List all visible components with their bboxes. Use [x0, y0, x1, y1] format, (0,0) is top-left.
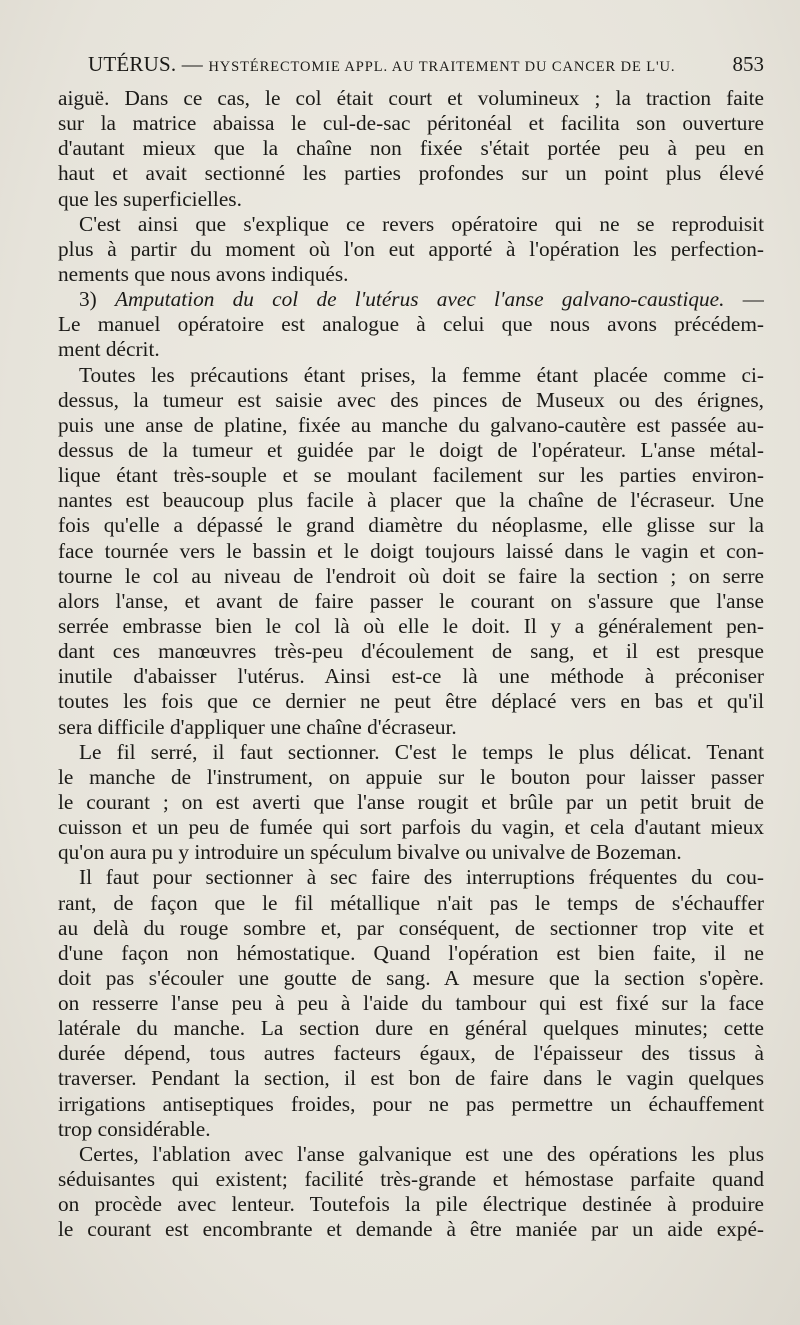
- text-line: cuisson et un peu de fumée qui sort parfois du vagin, et cela d'autant mieux: [58, 815, 764, 840]
- section-heading: [58, 287, 764, 312]
- text-line: que les superficielles.: [58, 186, 242, 211]
- section-number: 3): [79, 287, 115, 312]
- text-line: haut et avait sectionné les parties profondes sur un point plus élevé: [58, 161, 764, 186]
- text-line: qu'on aura pu y introduire un spéculum bivalve ou univalve de Bozeman.: [58, 840, 682, 865]
- text-line: doit pas s'écouler une goutte de sang. A mesure que la section s'opère.: [58, 965, 764, 990]
- text-line: on procède avec lenteur. Toutefois la pile électrique destinée à produire: [58, 1192, 764, 1217]
- text-line: plus à partir du moment où l'on eut apporté à l'opération les perfection-: [58, 236, 764, 261]
- running-head-main: UTÉRUS. —: [88, 52, 209, 76]
- text-line: traverser. Pendant la section, il est bon de faire dans le vagin quelques: [58, 1066, 764, 1091]
- text-line: puis une anse de platine, fixée au manche du galvano-cautère est passée au-: [58, 412, 764, 437]
- text-line: sera difficile d'appliquer une chaîne d'écraseur.: [58, 714, 457, 739]
- text-line: Toutes les précautions étant prises, la femme étant placée comme ci-: [79, 362, 764, 387]
- text-line: latérale du manche. La section dure en général quelques minutes; cette: [58, 1016, 764, 1041]
- text-line: Certes, l'ablation avec l'anse galvanique est une des opérations les plus: [79, 1141, 764, 1166]
- text-line: alors l'anse, et avant de faire passer le courant on s'assure que l'anse: [58, 588, 764, 613]
- text-line: nements que nous avons indiqués.: [58, 261, 349, 286]
- text-line: on resserre l'anse peu à peu à l'aide du tambour qui est fixé sur la face: [58, 991, 764, 1016]
- text-line: sur la matrice abaissa le cul-de-sac péritonéal et facilita son ouverture: [58, 111, 764, 136]
- text-line: inutile d'abaisser l'utérus. Ainsi est-ce là une méthode à préconiser: [58, 664, 764, 689]
- page-header: [88, 52, 764, 82]
- text-line: d'une façon non hémostatique. Quand l'opération est bien faite, il ne: [58, 940, 764, 965]
- text-line: C'est ainsi que s'explique ce revers opératoire qui ne se reproduisit: [79, 211, 764, 236]
- text-line: nantes est beaucoup plus facile à placer que la chaîne de l'écraseur. Une: [58, 488, 764, 513]
- text-line: irrigations antiseptiques froides, pour ne pas permettre un échauffement: [58, 1091, 764, 1116]
- text-line: dessus, la tumeur est saisie avec des pinces de Museux ou des érignes,: [58, 387, 764, 412]
- text-line: d'autant mieux que la chaîne non fixée s'était portée peu à peu en: [58, 136, 764, 161]
- text-line: séduisantes qui existent; facilité très-grande et hémostase parfaite quand: [58, 1167, 764, 1192]
- text-line: le courant est encombrante et demande à être maniée par un aide expé-: [58, 1217, 764, 1242]
- text-line: tourne le col au niveau de l'endroit où doit se faire la section ; on serre: [58, 563, 764, 588]
- body-text: [58, 86, 764, 1242]
- running-head-subtitle: HYSTÉRECTOMIE APPL. AU TRAITEMENT DU CANCER DE L'U.: [208, 59, 676, 75]
- text-line: rant, de façon que le fil métallique n'ait pas le temps de s'échauffer: [58, 890, 764, 915]
- section-dash: —: [724, 287, 764, 312]
- text-line: face tournée vers le bassin et le doigt toujours laissé dans le vagin et con-: [58, 538, 764, 563]
- text-line: serrée embrasse bien le col là où elle le doit. Il y a généralement pen-: [58, 613, 764, 638]
- text-line: durée dépend, tous autres facteurs égaux, de l'épaisseur des tissus à: [58, 1041, 764, 1066]
- text-line: le manche de l'instrument, on appuie sur le bouton pour laisser passer: [58, 764, 764, 789]
- text-line: dessus de la tumeur et guidée par le doigt de l'opérateur. L'anse métal-: [58, 437, 764, 462]
- text-line: Il faut pour sectionner à sec faire des interruptions fréquentes du cou-: [79, 865, 764, 890]
- text-line: fois qu'elle a dépassé le grand diamètre du néoplasme, elle glisse sur la: [58, 513, 764, 538]
- page-number: 853: [732, 52, 764, 76]
- text-line: dant ces manœuvres très-peu d'écoulement de sang, et il est presque: [58, 639, 764, 664]
- text-line: au delà du rouge sombre et, par conséquent, de sectionner trop vite et: [58, 915, 764, 940]
- text-line: lique étant très-souple et se moulant facilement sur les parties environ-: [58, 463, 764, 488]
- running-head: [88, 52, 675, 77]
- text-line: Le manuel opératoire est analogue à celui que nous avons précédem-: [58, 312, 764, 337]
- section-title: Amputation du col de l'utérus avec l'anse galvano-caustique.: [115, 287, 725, 312]
- text-line: aiguë. Dans ce cas, le col était court et volumineux ; la traction faite: [58, 86, 764, 110]
- text-line: le courant ; on est averti que l'anse rougit et brûle par un petit bruit de: [58, 789, 764, 814]
- text-line: Le fil serré, il faut sectionner. C'est le temps le plus délicat. Tenant: [79, 739, 764, 764]
- text-line: trop considérable.: [58, 1116, 211, 1141]
- text-line: ment décrit.: [58, 337, 160, 362]
- text-line: toutes les fois que ce dernier ne peut être déplacé vers en bas et qu'il: [58, 689, 764, 714]
